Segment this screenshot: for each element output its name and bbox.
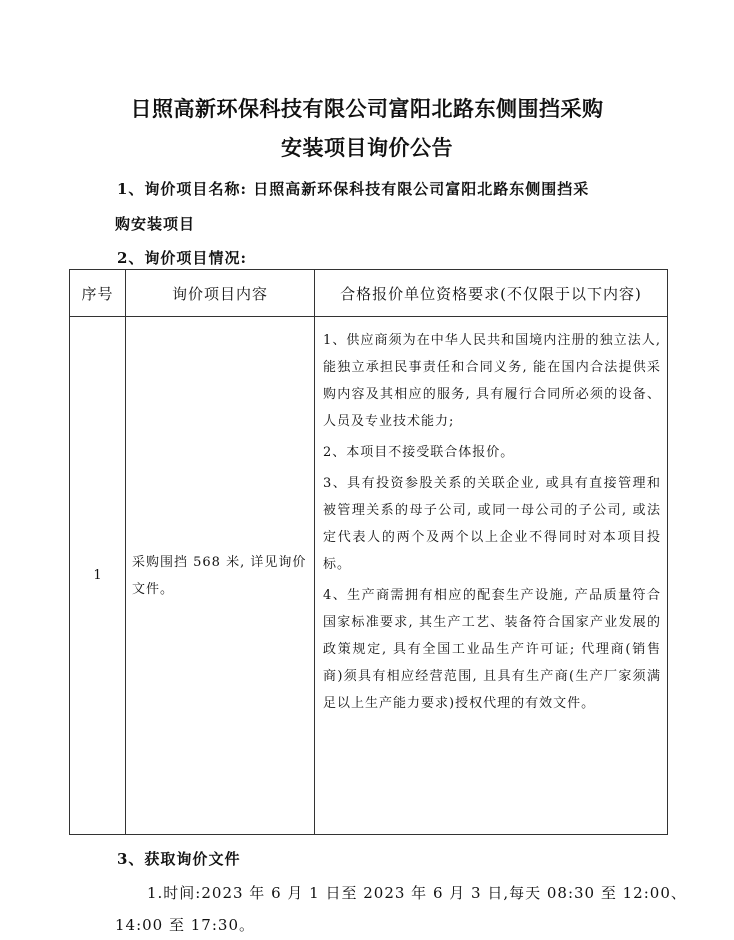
section2-heading: 2、询价项目情况: bbox=[117, 249, 247, 267]
requirement-4: 4、生产商需拥有相应的配套生产设施, 产品质量符合国家标准要求, 其生产工艺、装备符合国家产业发展的政策规定, 具有全国工业品生产许可证; 代理商(销售商)须具有相应经营范围, 且具有生产商(生产厂家须满足以上生产能力要求)授权代理的有效文件。 bbox=[323, 588, 661, 711]
header-requirements: 合格报价单位资格要求(不仅限于以下内容) bbox=[315, 270, 667, 317]
section3-item1-cont: 14:00 至 17:30。 bbox=[115, 916, 255, 934]
title-line-1: 日照高新环保科技有限公司富阳北路东侧围挡采购 bbox=[130, 96, 604, 121]
requirement-2: 2、本项目不接受联合体报价。 bbox=[323, 445, 515, 460]
section1-heading: 1、询价项目名称: 日照高新环保科技有限公司富阳北路东侧围挡采 bbox=[117, 180, 590, 198]
requirement-1: 1、供应商须为在中华人民共和国境内注册的独立法人, 能独立承担民事责任和合同义务, 能在国内合法提供采购内容及其相应的服务, 具有履行合同所必须的设备、人员及专业技术能力; bbox=[323, 333, 661, 429]
cell-content bbox=[126, 317, 315, 834]
requirement-3: 3、具有投资参股关系的关联企业, 或具有直接管理和被管理关系的母子公司, 或同一母公司的子公司, 或法定代表人的两个及两个以上企业不得同时对本项目投标。 bbox=[323, 476, 661, 572]
header-index: 序号 bbox=[70, 270, 126, 317]
cell-requirements bbox=[315, 317, 667, 834]
section1-heading-cont: 购安装项目 bbox=[115, 215, 196, 233]
inquiry-table bbox=[69, 269, 668, 835]
cell-index: 1 bbox=[70, 317, 126, 834]
title-line-2: 安装项目询价公告 bbox=[281, 135, 453, 160]
section3-item1: 1.时间:2023 年 6 月 1 日至 2023 年 6 月 3 日,每天 08:30 至 12:00、 bbox=[147, 884, 687, 902]
section3-heading: 3、获取询价文件 bbox=[117, 850, 241, 868]
header-content: 询价项目内容 bbox=[126, 270, 315, 317]
cell-content-text: 采购围挡 568 米, 详见询价文件。 bbox=[132, 554, 307, 597]
